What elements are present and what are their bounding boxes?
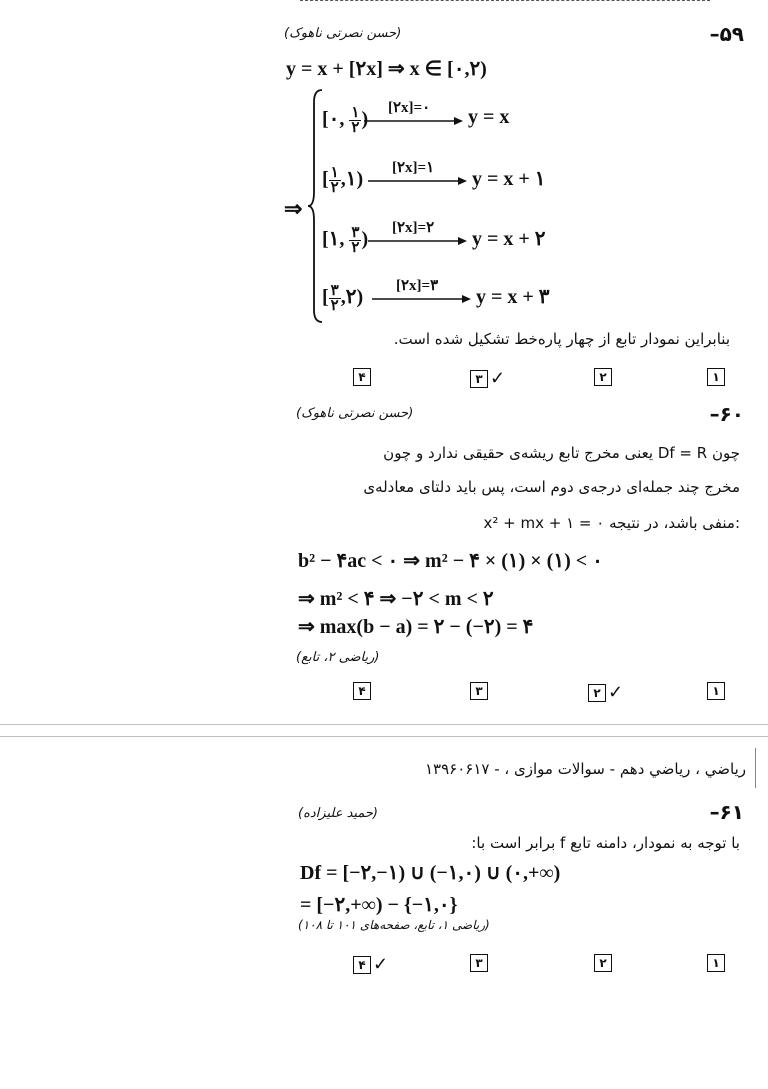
main-equation: y = x + [۲x] ⇒ x ∈ [۰,۲) [286, 58, 487, 80]
option-1[interactable] [707, 682, 725, 700]
option-3[interactable] [470, 954, 488, 972]
option-3[interactable] [470, 368, 505, 389]
case-row [322, 100, 582, 138]
option-1[interactable] [707, 954, 725, 972]
equation-line: b² − ۴ac < ۰ ⇒ m² − ۴ × (۱) × (۱) < ۰ [298, 550, 603, 572]
option-2[interactable] [588, 682, 623, 703]
explanation-line: چون Df = R یعنی مخرج تابع ریشه‌ی حقیقی ندارد و چون [383, 444, 740, 462]
case-interval: [۱, $\frac{۳}{۲}$ ) [322, 225, 369, 256]
case-result: y = x [468, 106, 510, 128]
section-divider-top [0, 724, 768, 725]
option-box: ۲ [594, 368, 612, 386]
check-icon: ✓ [608, 682, 624, 703]
conclusion-text: بنابراین نمودار تابع از چهار پاره‌خط تشکیل شده است. [393, 330, 730, 348]
option-box: ۳ [470, 682, 488, 700]
check-icon: ✓ [490, 368, 506, 389]
case-row [322, 220, 582, 258]
case-interval: [۰, $\frac{۱}{۲}$ ) [322, 105, 369, 136]
question-number: –۵۹ [709, 22, 744, 46]
question-author: (حسن نصرتی ناهوک) [284, 26, 402, 41]
explanation-line: x² + mx + ۱ = ۰ منفی باشد، در نتیجه: [483, 514, 740, 532]
option-box: ۴ [353, 682, 371, 700]
case-interval: [ $\frac{۳}{۲}$ ,۲) [322, 283, 364, 314]
option-4[interactable] [353, 682, 371, 700]
option-box: ۱ [707, 954, 725, 972]
option-4[interactable] [353, 368, 371, 386]
case-condition: [۲x]=۲ [392, 220, 435, 236]
implies-symbol: ⇒ [284, 196, 303, 221]
right-arrow-icon [372, 294, 472, 304]
question-number: –۶۱ [709, 800, 744, 824]
option-box: ۴ [353, 956, 371, 974]
case-condition: [۲x]=۳ [396, 278, 439, 294]
right-arrow-icon [368, 236, 468, 246]
right-arrow-icon [368, 176, 468, 186]
case-result: y = x + ۱ [472, 168, 546, 190]
equation-line: ⇒ max(b − a) = ۲ − (−۲) = ۴ [298, 616, 534, 638]
equation-line: ⇒ m² < ۴ ⇒ −۲ < m < ۲ [298, 588, 494, 610]
equation-line: = [−۲,+∞) − {−۱,۰} [300, 894, 458, 916]
section-divider-bottom [0, 736, 768, 737]
option-box: ۲ [594, 954, 612, 972]
case-result: y = x + ۳ [476, 286, 550, 308]
question-author: (حمید علیزاده) [298, 806, 378, 821]
option-3[interactable] [470, 682, 488, 700]
equation-line: Df = [−۲,−۱) ∪ (−۱,۰) ∪ (۰,+∞) [300, 862, 561, 884]
right-arrow-icon [364, 116, 464, 126]
option-box: ۳ [470, 954, 488, 972]
top-dashed-rule [300, 0, 710, 1]
case-condition: [۲x]=۱ [392, 160, 435, 176]
option-box: ۱ [707, 682, 725, 700]
case-result: y = x + ۲ [472, 228, 546, 250]
source-reference: (ریاضی ۱، تابع، صفحه‌های ۱۰۱ تا ۱۰۸) [298, 918, 490, 932]
option-4[interactable] [353, 954, 388, 975]
source-reference: (ریاضی ۲، تابع) [296, 650, 380, 665]
case-row [322, 160, 582, 198]
section-header: رياضي ، رياضي دهم - سوالات موازی ، - ۱۳۹۶۰۶۱۷ [425, 760, 746, 778]
question-author: (حسن نصرتی ناهوک) [296, 406, 414, 421]
case-row [322, 278, 582, 316]
case-interval: [ $\frac{۱}{۲}$ ,۱) [322, 165, 364, 196]
option-box: ۴ [353, 368, 371, 386]
explanation-line: مخرج چند جمله‌ای درجه‌ی دوم است، پس باید دلتای معادله‌ی [363, 478, 740, 496]
check-icon: ✓ [373, 954, 389, 975]
question-number: –۶۰ [709, 402, 744, 426]
case-condition: [۲x]=۰ [388, 100, 431, 116]
option-box: ۱ [707, 368, 725, 386]
option-2[interactable] [594, 368, 612, 386]
option-box: ۲ [588, 684, 606, 702]
option-2[interactable] [594, 954, 612, 972]
explanation-line: با توجه به نمودار، دامنه تابع f برابر است با: [471, 834, 740, 852]
option-box: ۳ [470, 370, 488, 388]
option-1[interactable] [707, 368, 725, 386]
header-side-rule [755, 748, 756, 788]
